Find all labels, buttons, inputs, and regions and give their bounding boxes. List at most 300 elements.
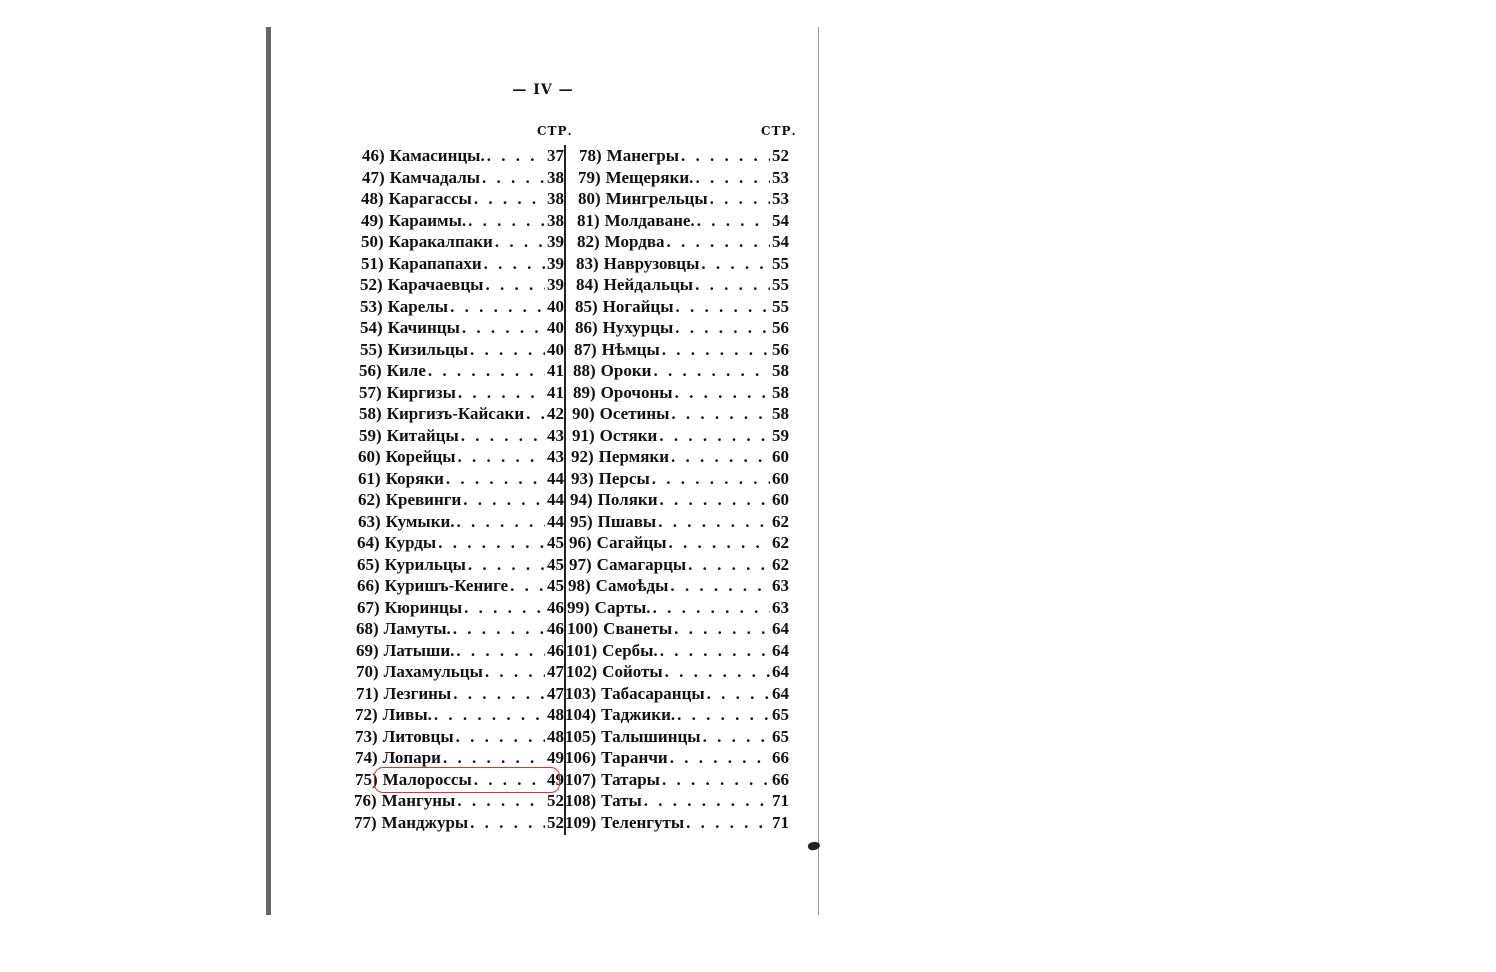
entry-name: Курильцы [384,554,466,574]
entry-name: Карагассы [388,189,472,208]
page-left-edge [266,27,271,915]
leader-dots [662,769,770,791]
toc-entry [354,489,564,511]
entry-name: Киргизъ-Кайсаки [386,404,525,423]
entry-page: 55 [772,275,789,294]
toc-entry [565,489,789,511]
toc-entry [354,726,564,748]
toc-entry [354,618,564,640]
entry-name: Ливы. [382,705,432,724]
entry-number: 73) [355,726,378,746]
leader-dots [670,747,770,769]
entry-page: 45 [547,554,564,574]
entry-page: 55 [772,253,789,273]
toc-entry [354,812,564,834]
entry-number: 67) [357,597,380,617]
toc-entry [354,747,564,769]
entry-page: 64 [772,683,789,703]
entry-name: Лахамульцы [383,662,483,681]
entry-number: 46) [362,146,385,165]
entry-number: 100) [567,619,599,638]
leader-dots [662,339,770,361]
page-right-edge [818,27,819,915]
toc-entry [565,210,789,232]
entry-page: 62 [772,511,789,531]
entry-page: 44 [547,511,564,531]
entry-name: Сагайцы [596,533,667,552]
entry-page: 63 [772,576,789,595]
right-column [565,145,789,833]
toc-entry [565,769,789,791]
toc-entry [565,167,789,189]
entry-number: 84) [576,275,599,294]
entry-number: 104) [565,705,597,724]
entry-page: 64 [772,619,789,638]
entry-number: 93) [571,468,594,488]
entry-name: Мордва [604,232,665,251]
entry-name: Кревинги [385,490,462,509]
entry-name: Малороссы [382,769,472,789]
leader-dots [487,145,545,167]
entry-page: 49 [547,748,564,767]
entry-page: 46 [547,640,564,660]
entry-page: 56 [772,339,789,359]
entry-page: 64 [772,640,789,660]
toc-entry [354,704,564,726]
entry-page: 48 [547,705,564,724]
leader-dots [434,704,545,726]
toc-entry [354,317,564,339]
toc-entry [565,597,789,619]
toc-entry [354,360,564,382]
leader-dots [681,145,770,167]
str-label-left: СТР. [537,124,573,138]
entry-page: 45 [547,576,564,595]
toc-entry [354,575,564,597]
leader-dots [458,446,545,468]
entry-name: Сванеты [603,619,673,638]
entry-page: 56 [772,318,789,337]
entry-number: 94) [570,490,593,509]
entry-name: Мангуны [381,791,456,810]
toc-entry [565,253,789,275]
document-page [266,27,820,915]
entry-page: 71 [772,812,789,832]
entry-number: 99) [567,597,590,617]
entry-name: Карелы [387,296,449,316]
entry-name: Персы [598,468,650,488]
entry-number: 81) [577,210,600,230]
entry-name: Куришъ-Кениге [384,576,509,595]
entry-name: Манегры [606,146,680,165]
entry-page: 38 [547,167,564,187]
leader-dots [510,575,545,597]
entry-number: 98) [568,576,591,595]
entry-number: 53) [360,296,383,316]
entry-name: Карапапахи [388,253,482,273]
leader-dots [453,618,545,640]
entry-name: Сойоты [602,662,663,681]
toc-entry [565,317,789,339]
toc-entry [354,511,564,533]
entry-name: Корейцы [385,447,456,466]
entry-page: 52 [547,791,564,810]
entry-name: Самагарцы [596,554,687,574]
leader-dots [695,274,770,296]
leader-dots [677,704,770,726]
leader-dots [697,210,770,232]
toc-entry [565,446,789,468]
toc-entry [354,532,564,554]
toc-entry [565,554,789,576]
entry-number: 109) [565,812,597,832]
entry-name: Кюринцы [384,597,463,617]
entry-page: 40 [547,339,564,359]
entry-number: 60) [358,447,381,466]
entry-page: 45 [547,533,564,552]
toc-entry [354,468,564,490]
entry-number: 101) [566,640,598,660]
toc-entry [565,661,789,683]
toc-entry [565,726,789,748]
leader-dots [671,446,770,468]
entry-number: 106) [565,748,597,767]
entry-number: 72) [355,705,378,724]
entry-number: 62) [358,490,381,509]
entry-number: 91) [572,425,595,445]
toc-entry [354,145,564,167]
toc-entry [565,532,789,554]
entry-name: Литовцы [382,726,454,746]
leader-dots [482,167,545,189]
entry-name: Талышинцы [601,726,701,746]
leader-dots [659,425,770,447]
entry-number: 71) [356,683,379,703]
entry-page: 53 [772,189,789,208]
leader-dots [450,296,545,318]
leader-dots [653,360,770,382]
entry-number: 90) [572,404,595,423]
leader-dots [474,188,545,210]
toc-entry [354,554,564,576]
toc-entry [354,210,564,232]
entry-page: 47 [547,683,564,703]
toc-entry [565,274,789,296]
leader-dots [660,489,771,511]
entry-page: 44 [547,490,564,509]
entry-name: Коряки [385,468,444,488]
entry-number: 47) [362,167,385,187]
leader-dots [667,231,770,253]
entry-name: Ногайцы [602,296,674,316]
entry-page: 58 [772,361,789,380]
entry-name: Молдаване. [604,210,695,230]
entry-page: 60 [772,447,789,466]
toc-entry [354,425,564,447]
entry-name: Камчадалы [389,167,481,187]
entry-page: 53 [772,167,789,187]
leader-dots [669,532,770,554]
entry-name: Качинцы [387,318,460,337]
leader-dots [658,511,770,533]
toc-entry [354,661,564,683]
toc-entry [565,339,789,361]
entry-page: 43 [547,447,564,466]
entry-page: 41 [547,361,564,380]
toc-entry [565,403,789,425]
entry-number: 70) [356,662,379,681]
entry-number: 74) [355,748,378,767]
leader-dots [464,597,545,619]
entry-page: 49 [547,769,564,789]
entry-page: 52 [772,146,789,165]
leader-dots [446,468,545,490]
entry-number: 52) [360,275,383,294]
left-column [354,145,564,833]
entry-number: 50) [361,232,384,251]
entry-number: 79) [578,167,601,187]
leader-dots [495,231,545,253]
entry-number: 82) [577,232,600,251]
entry-name: Караимы. [388,210,467,230]
entry-number: 65) [357,554,380,574]
toc-entry [565,790,789,812]
entry-page: 65 [772,726,789,746]
leader-dots [710,188,770,210]
leader-dots [443,747,545,769]
toc-entry [565,382,789,404]
entry-name: Лопари [382,748,441,767]
leader-dots [438,532,545,554]
entry-name: Нейдальцы [603,275,694,294]
entry-name: Латыши. [383,640,455,660]
toc-entry [565,468,789,490]
entry-number: 103) [565,683,597,703]
entry-name: Каракалпаки [388,232,493,251]
leader-dots [470,339,545,361]
entry-page: 41 [547,382,564,402]
entry-name: Китайцы [386,425,459,445]
leader-dots [660,640,770,662]
entry-name: Таджики. [601,705,676,724]
leader-dots [675,317,770,339]
toc-entry [354,597,564,619]
leader-dots [457,790,545,812]
entry-page: 47 [547,662,564,681]
entry-number: 83) [576,253,599,273]
leader-dots [670,575,770,597]
entry-number: 66) [357,576,380,595]
leader-dots [688,554,770,576]
entry-number: 51) [361,253,384,273]
entry-name: Камасинцы. [389,146,485,165]
entry-name: Наврузовцы [603,253,700,273]
entry-number: 55) [360,339,383,359]
leader-dots [463,489,545,511]
entry-number: 54) [360,318,383,337]
entry-page: 66 [772,748,789,767]
entry-number: 61) [358,468,381,488]
entry-number: 49) [361,210,384,230]
entry-name: Орочоны [600,382,673,402]
entry-page: 59 [772,425,789,445]
toc-entry [354,382,564,404]
toc-entry [354,188,564,210]
leader-dots [458,382,545,404]
entry-name: Мещеряки. [605,167,694,187]
entry-number: 76) [354,791,377,810]
toc-entry [354,683,564,705]
entry-name: Татары [601,769,660,789]
leader-dots [675,296,770,318]
entry-page: 46 [547,597,564,617]
entry-name: Киргизы [386,382,456,402]
leader-dots [652,468,770,490]
entry-number: 87) [574,339,597,359]
entry-number: 97) [569,554,592,574]
entry-name: Лезгины [383,683,452,703]
toc-entry [565,640,789,662]
entry-number: 75) [355,769,378,789]
entry-name: Киле [386,361,426,380]
entry-page: 39 [547,232,564,251]
leader-dots [674,618,770,640]
entry-number: 108) [565,791,597,810]
entry-page: 66 [772,769,789,789]
leader-dots [468,554,545,576]
entry-page: 37 [547,146,564,165]
entry-number: 107) [565,769,597,789]
entry-name: Карачаевцы [387,275,484,294]
leader-dots [701,253,770,275]
entry-page: 42 [547,404,564,423]
entry-number: 58) [359,404,382,423]
entry-page: 52 [547,812,564,832]
entry-number: 78) [579,146,602,165]
leader-dots [456,726,545,748]
toc-entry [565,425,789,447]
entry-name: Самоѣды [595,576,669,595]
leader-dots [675,382,770,404]
entry-page: 64 [772,662,789,681]
entry-number: 80) [578,189,601,208]
toc-entry [354,274,564,296]
entry-name: Табасаранцы [601,683,705,703]
entry-name: Нухурцы [602,318,674,337]
entry-name: Пшавы [597,511,657,531]
entry-number: 102) [566,662,598,681]
entry-name: Кизильцы [387,339,469,359]
toc-entry [565,575,789,597]
toc-entry [565,704,789,726]
entry-name: Пермяки [598,447,670,466]
toc-entry [565,188,789,210]
entry-name: Теленгуты [601,812,685,832]
toc-entry [565,618,789,640]
entry-number: 57) [359,382,382,402]
entry-name: Курды [384,533,437,552]
entry-page: 54 [772,210,789,230]
entry-number: 48) [361,189,384,208]
entry-page: 39 [547,253,564,273]
entry-page: 54 [772,232,789,251]
entry-number: 96) [569,533,592,552]
leader-dots [671,403,770,425]
entry-page: 46 [547,619,564,638]
entry-number: 77) [354,812,377,832]
entry-number: 88) [573,361,596,380]
entry-number: 69) [356,640,379,660]
leader-dots [485,274,545,296]
leader-dots [686,812,770,834]
entry-page: 40 [547,296,564,316]
entry-name: Ламуты. [383,619,451,638]
leader-dots [462,317,545,339]
toc-entry [354,167,564,189]
entry-page: 40 [547,318,564,337]
leader-dots [428,360,545,382]
entry-number: 85) [575,296,598,316]
leader-dots [453,683,545,705]
toc-entry [354,403,564,425]
entry-name: Манджуры [381,812,469,832]
toc-entry [354,253,564,275]
entry-page: 58 [772,404,789,423]
entry-page: 39 [547,275,564,294]
highlight-annotation [374,767,560,793]
entry-name: Остяки [599,425,658,445]
entry-page: 62 [772,554,789,574]
leader-dots [695,167,770,189]
toc-entry [565,360,789,382]
entry-name: Мингрельцы [605,189,708,208]
entry-name: Кумыки. [385,511,455,531]
leader-dots [644,790,770,812]
toc-entry [565,231,789,253]
entry-name: Поляки [597,490,658,509]
entry-page: 44 [547,468,564,488]
entry-name: Сарты. [594,597,651,617]
str-label-right: СТР. [761,124,797,138]
leader-dots [468,210,545,232]
entry-page: 58 [772,382,789,402]
toc-entry [565,812,789,834]
toc-entry [565,145,789,167]
entry-number: 105) [565,726,597,746]
entry-number: 89) [573,382,596,402]
entry-page: 62 [772,533,789,552]
page-number: — IV — [512,82,574,98]
toc-entry [354,339,564,361]
leader-dots [653,597,770,619]
entry-number: 64) [357,533,380,552]
leader-dots [456,640,545,662]
toc-entry [565,683,789,705]
toc-entry [354,790,564,812]
leader-dots [484,253,545,275]
entry-page: 63 [772,597,789,617]
entry-name: Таты [601,791,642,810]
entry-page: 65 [772,705,789,724]
leader-dots [461,425,545,447]
entry-number: 86) [575,318,598,337]
entry-page: 38 [547,210,564,230]
entry-page: 60 [772,468,789,488]
entry-page: 43 [547,425,564,445]
toc-entry [565,296,789,318]
leader-dots [703,726,770,748]
entry-name: Сербы. [602,640,658,660]
